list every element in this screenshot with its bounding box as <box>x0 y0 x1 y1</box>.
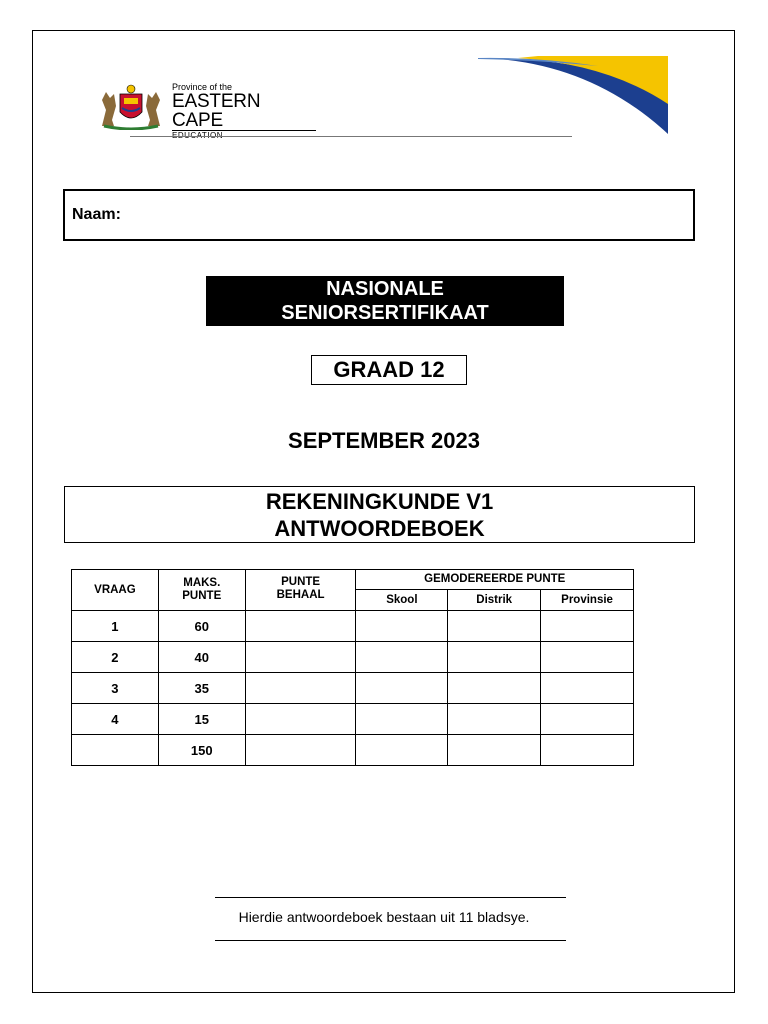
footer-rule-bottom <box>215 940 566 941</box>
subject-line-2: ANTWOORDEBOEK <box>274 515 485 541</box>
name-field[interactable] <box>63 189 695 241</box>
banner-line-1: NASIONALE <box>326 278 444 300</box>
name-field-label: Naam: <box>72 206 121 223</box>
obtained-cell[interactable] <box>245 642 356 673</box>
question-cell: 1 <box>72 611 159 642</box>
district-total-cell[interactable] <box>448 735 541 766</box>
school-cell[interactable] <box>356 673 448 704</box>
province-cell[interactable] <box>541 611 634 642</box>
header-obtained-line1: PUNTE <box>281 576 321 588</box>
obtained-cell[interactable] <box>245 673 356 704</box>
table-row <box>72 611 634 642</box>
province-cell[interactable] <box>541 673 634 704</box>
obtained-cell[interactable] <box>245 611 356 642</box>
province-cell[interactable] <box>541 642 634 673</box>
obtained-total-cell[interactable] <box>245 735 356 766</box>
district-cell[interactable] <box>448 704 541 735</box>
header-marks-obtained <box>245 570 356 611</box>
school-cell[interactable] <box>356 642 448 673</box>
question-cell: 4 <box>72 704 159 735</box>
swoosh-graphic-icon <box>478 56 668 134</box>
marks-table <box>71 569 634 766</box>
table-row <box>72 673 634 704</box>
header-max-marks-line1: MAKS. <box>183 577 221 589</box>
banner-line-2: SENIORSERTIFIKAAT <box>281 302 489 324</box>
subject-line-1: REKENINGKUNDE V1 <box>265 488 494 514</box>
header-province: Provinsie <box>541 590 634 611</box>
header-max-marks-line2: PUNTE <box>182 590 222 602</box>
coat-of-arms-icon <box>96 80 166 130</box>
logo-dept-line: EDUCATION <box>172 131 224 140</box>
max-marks-total-cell: 150 <box>158 735 245 766</box>
district-cell[interactable] <box>448 642 541 673</box>
question-cell <box>72 735 159 766</box>
header-school: Skool <box>356 590 448 611</box>
header-obtained-line2: BEHAAL <box>276 589 325 601</box>
province-cell[interactable] <box>541 704 634 735</box>
max-marks-cell: 60 <box>158 611 245 642</box>
max-marks-cell: 35 <box>158 673 245 704</box>
question-cell: 2 <box>72 642 159 673</box>
logo-name-line: EASTERN CAPE <box>172 92 316 131</box>
footer-note: Hierdie antwoordeboek bestaan uit 11 bladsye. <box>238 909 530 925</box>
total-row <box>72 735 634 766</box>
max-marks-cell: 15 <box>158 704 245 735</box>
table-row <box>72 704 634 735</box>
exam-date: SEPTEMBER 2023 <box>288 428 480 453</box>
school-cell[interactable] <box>356 611 448 642</box>
obtained-cell[interactable] <box>245 704 356 735</box>
school-total-cell[interactable] <box>356 735 448 766</box>
question-cell: 3 <box>72 673 159 704</box>
logo-province-line: Province of the <box>172 82 233 92</box>
province-total-cell[interactable] <box>541 735 634 766</box>
header-divider <box>130 136 572 137</box>
header-question: VRAAG <box>72 570 159 611</box>
header-moderated-marks: GEMODEREERDE PUNTE <box>356 570 634 590</box>
grade-box: GRAAD 12 <box>311 355 467 385</box>
district-cell[interactable] <box>448 611 541 642</box>
table-row <box>72 642 634 673</box>
header-district: Distrik <box>448 590 541 611</box>
max-marks-cell: 40 <box>158 642 245 673</box>
header-max-marks <box>158 570 245 611</box>
certificate-banner <box>206 276 564 326</box>
school-cell[interactable] <box>356 704 448 735</box>
eastern-cape-logo <box>96 80 316 140</box>
logo-text <box>172 82 316 141</box>
footer-rule-top <box>215 897 566 898</box>
district-cell[interactable] <box>448 673 541 704</box>
subject-box <box>64 486 695 543</box>
